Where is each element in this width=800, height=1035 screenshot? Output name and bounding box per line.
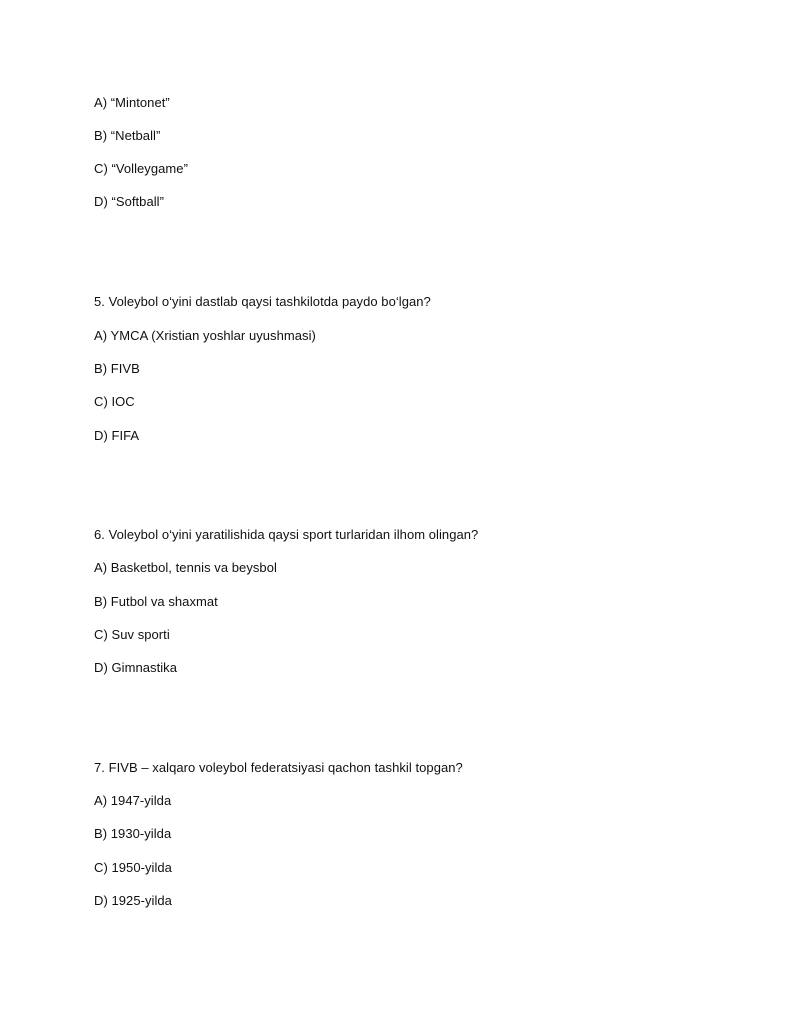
answer-option-c: C) “Volleygame” [94,161,188,176]
question-text: 7. FIVB – xalqaro voleybol federatsiyasi qachon tashkil topgan? [94,760,463,775]
answer-option-a: A) Basketbol, tennis va beysbol [94,560,277,575]
answer-option-d: D) Gimnastika [94,660,177,675]
answer-option-b: B) 1930-yilda [94,826,172,841]
question-text: 6. Voleybol o‘yini yaratilishida qaysi sport turlaridan ilhom olingan? [94,527,479,542]
answer-option-c: C) IOC [94,394,135,409]
answer-option-d: D) FIFA [94,428,140,443]
answer-option-a: A) YMCA (Xristian yoshlar uyushmasi) [94,328,316,343]
answer-option-d: D) 1925-yilda [94,893,172,908]
answer-option-b: B) FIVB [94,361,140,376]
answer-option-b: B) “Netball” [94,128,161,143]
answer-option-b: B) Futbol va shaxmat [94,594,218,609]
answer-option-a: A) 1947-yilda [94,793,172,808]
answer-option-c: C) 1950-yilda [94,860,172,875]
answer-option-a: A) “Mintonet” [94,95,170,110]
answer-option-c: C) Suv sporti [94,627,170,642]
question-text: 5. Voleybol o‘yini dastlab qaysi tashkilotda paydo bo‘lgan? [94,294,431,309]
answer-option-d: D) “Softball” [94,194,164,209]
